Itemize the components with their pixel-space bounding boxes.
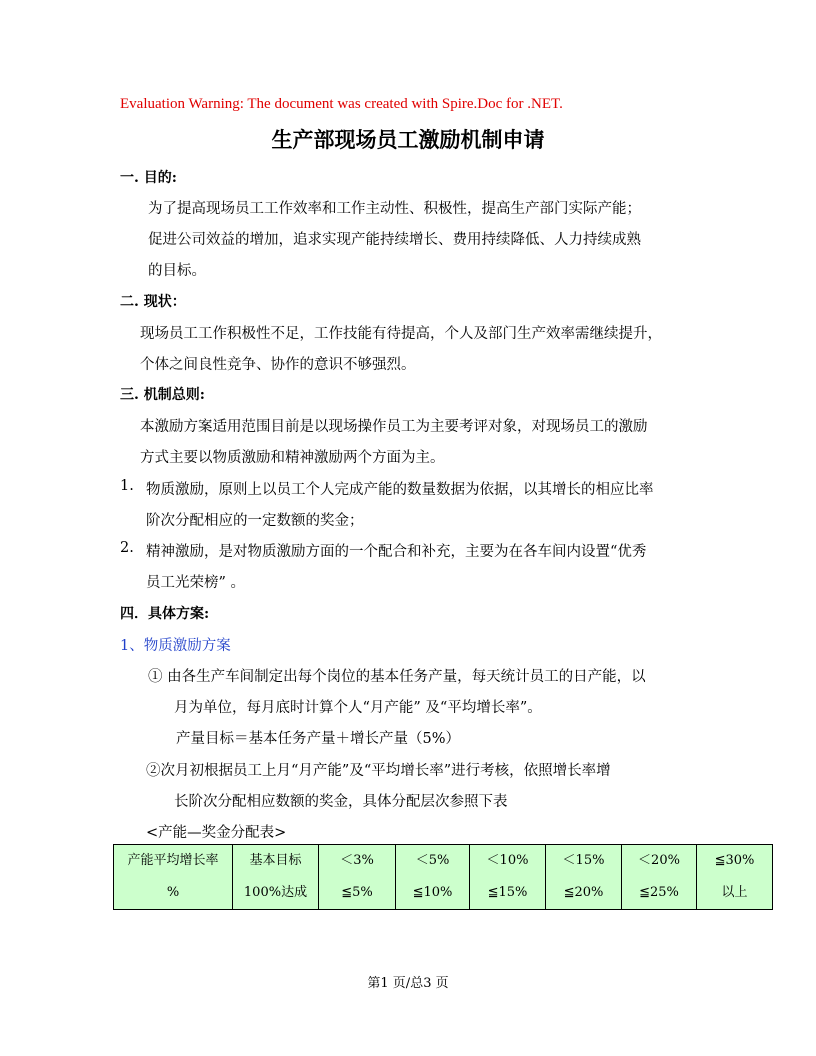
formula-line: 产量目标＝基本任务产量＋增长产量（5%）: [176, 731, 461, 747]
table-cell-tier-6: ≦30% 以上: [697, 845, 773, 910]
table-cell-growth-rate: 产能平均增长率 %: [114, 845, 233, 910]
table-caption: <产能—奖金分配表>: [146, 825, 287, 841]
item-2-number: 2.: [120, 540, 134, 556]
purpose-heading: 一. 目的:: [120, 170, 177, 186]
bonus-distribution-table: [113, 844, 773, 910]
status-heading: 二. 现状：: [120, 294, 186, 310]
table-cell-tier-5: ＜20% ≦25%: [622, 845, 697, 910]
step1-line-1: ① 由各生产车间制定出每个岗位的基本任务产量，每天统计员工的日产能，以: [148, 669, 646, 685]
purpose-line-1: 为了提高现场员工工作效率和工作主动性、积极性，提高生产部门实际产能；: [148, 201, 641, 217]
plan-heading: 四．具体方案:: [120, 606, 210, 622]
principles-line-1: 本激励方案适用范围目前是以现场操作员工为主要考评对象，对现场员工的激励: [140, 419, 648, 435]
item-1-number: 1.: [120, 478, 134, 494]
purpose-line-3: 的目标。: [148, 263, 206, 279]
table-cell-tier-2: ＜5% ≦10%: [396, 845, 470, 910]
table-row: [114, 845, 773, 910]
table-cell-tier-3: ＜10% ≦15%: [470, 845, 546, 910]
step2-line-1: ②次月初根据员工上月“月产能”及“平均增长率”进行考核，依照增长率增: [146, 763, 611, 779]
principles-line-2: 方式主要以物质激励和精神激励两个方面为主。: [140, 450, 445, 466]
plan-subheading: 1、物质激励方案: [120, 638, 231, 654]
item-2-line-1: 精神激励，是对物质激励方面的一个配合和补充，主要为在各车间内设置“优秀: [146, 544, 647, 560]
page-footer: 第1 页/总3 页: [367, 976, 449, 991]
item-2-line-2: 员工光荣榜” 。: [146, 575, 246, 591]
status-line-2: 个体之间良性竞争、协作的意识不够强烈。: [140, 357, 416, 373]
principles-heading: 三. 机制总则:: [120, 387, 205, 403]
document-title: 生产部现场员工激励机制申请: [271, 127, 545, 152]
step1-line-2: 月为单位，每月底时计算个人“月产能” 及“平均增长率”。: [174, 700, 542, 716]
purpose-line-2: 促进公司效益的增加，追求实现产能持续增长、费用持续降低、人力持续成熟: [148, 232, 641, 248]
table-cell-base-target: 基本目标 100%达成: [233, 845, 319, 910]
item-1-line-2: 阶次分配相应的一定数额的奖金；: [146, 513, 364, 529]
evaluation-warning: Evaluation Warning: The document was created with Spire.Doc for .NET.: [120, 96, 563, 112]
step2-line-2: 长阶次分配相应数额的奖金，具体分配层次参照下表: [174, 794, 508, 810]
table-cell-tier-4: ＜15% ≦20%: [546, 845, 622, 910]
table-cell-tier-1: ＜3% ≦5%: [319, 845, 396, 910]
status-line-1: 现场员工工作积极性不足，工作技能有待提高，个人及部门生产效率需继续提升，: [140, 326, 662, 342]
item-1-line-1: 物质激励，原则上以员工个人完成产能的数量数据为依据，以其增长的相应比率: [146, 482, 654, 498]
